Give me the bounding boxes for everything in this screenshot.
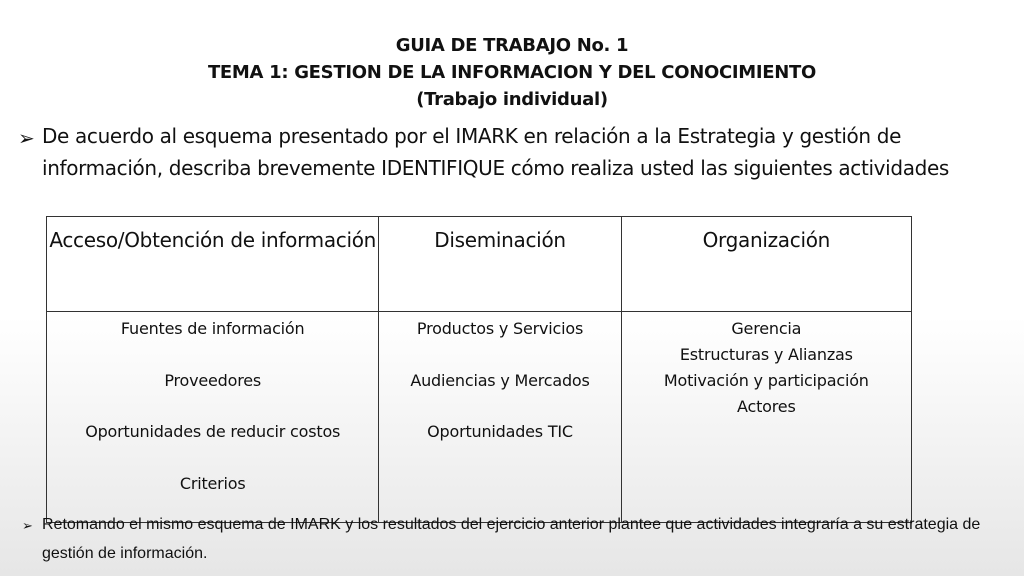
- topic-title: TEMA 1: GESTION DE LA INFORMACION Y DEL CONOCIMIENTO: [207, 62, 817, 83]
- list-item: Estructuras y Alianzas: [679, 345, 853, 364]
- list-item: Oportunidades TIC: [427, 422, 573, 441]
- table-row: [47, 312, 912, 523]
- table-header-row: [47, 217, 912, 312]
- dissemination-cell: [379, 312, 621, 523]
- column-header-dissemination: Diseminación: [379, 217, 621, 312]
- list-item: Actores: [737, 397, 796, 416]
- list-item: Criterios: [179, 473, 246, 493]
- list-item: Proveedores: [164, 370, 262, 390]
- guide-title: GUIA DE TRABAJO No. 1: [395, 35, 629, 56]
- column-header-organization: Organización: [621, 217, 911, 312]
- closing-text: Retomando el mismo esquema de IMARK y los resultados del ejercicio anterior plantee que actividades integraría a su estrategia de gestión de información.: [42, 516, 981, 562]
- list-item: Productos y Servicios: [416, 319, 584, 338]
- arrow-bullet-icon: ➢: [22, 518, 33, 533]
- access-cell: [47, 312, 379, 523]
- intro-text: De acuerdo al esquema presentado por el IMARK en relación a la Estrategia y gestión de información, describa brevemente IDENTIFIQUE cómo realiza usted las siguientes actividades: [42, 124, 949, 180]
- organization-cell: [621, 312, 911, 523]
- intro-bullet: [18, 120, 1008, 184]
- list-item: Oportunidades de reducir costos: [85, 422, 341, 441]
- list-item: Audiencias y Mercados: [410, 370, 590, 390]
- activities-table: [46, 216, 912, 523]
- list-item: Motivación y participación: [663, 371, 869, 390]
- list-item: Fuentes de información: [120, 319, 305, 338]
- closing-bullet: [22, 510, 1002, 568]
- list-item: Gerencia: [731, 319, 802, 338]
- arrow-bullet-icon: ➢: [18, 126, 35, 150]
- work-type-subtitle: (Trabajo individual): [416, 89, 608, 110]
- column-header-access: Acceso/Obtención de información: [47, 217, 379, 312]
